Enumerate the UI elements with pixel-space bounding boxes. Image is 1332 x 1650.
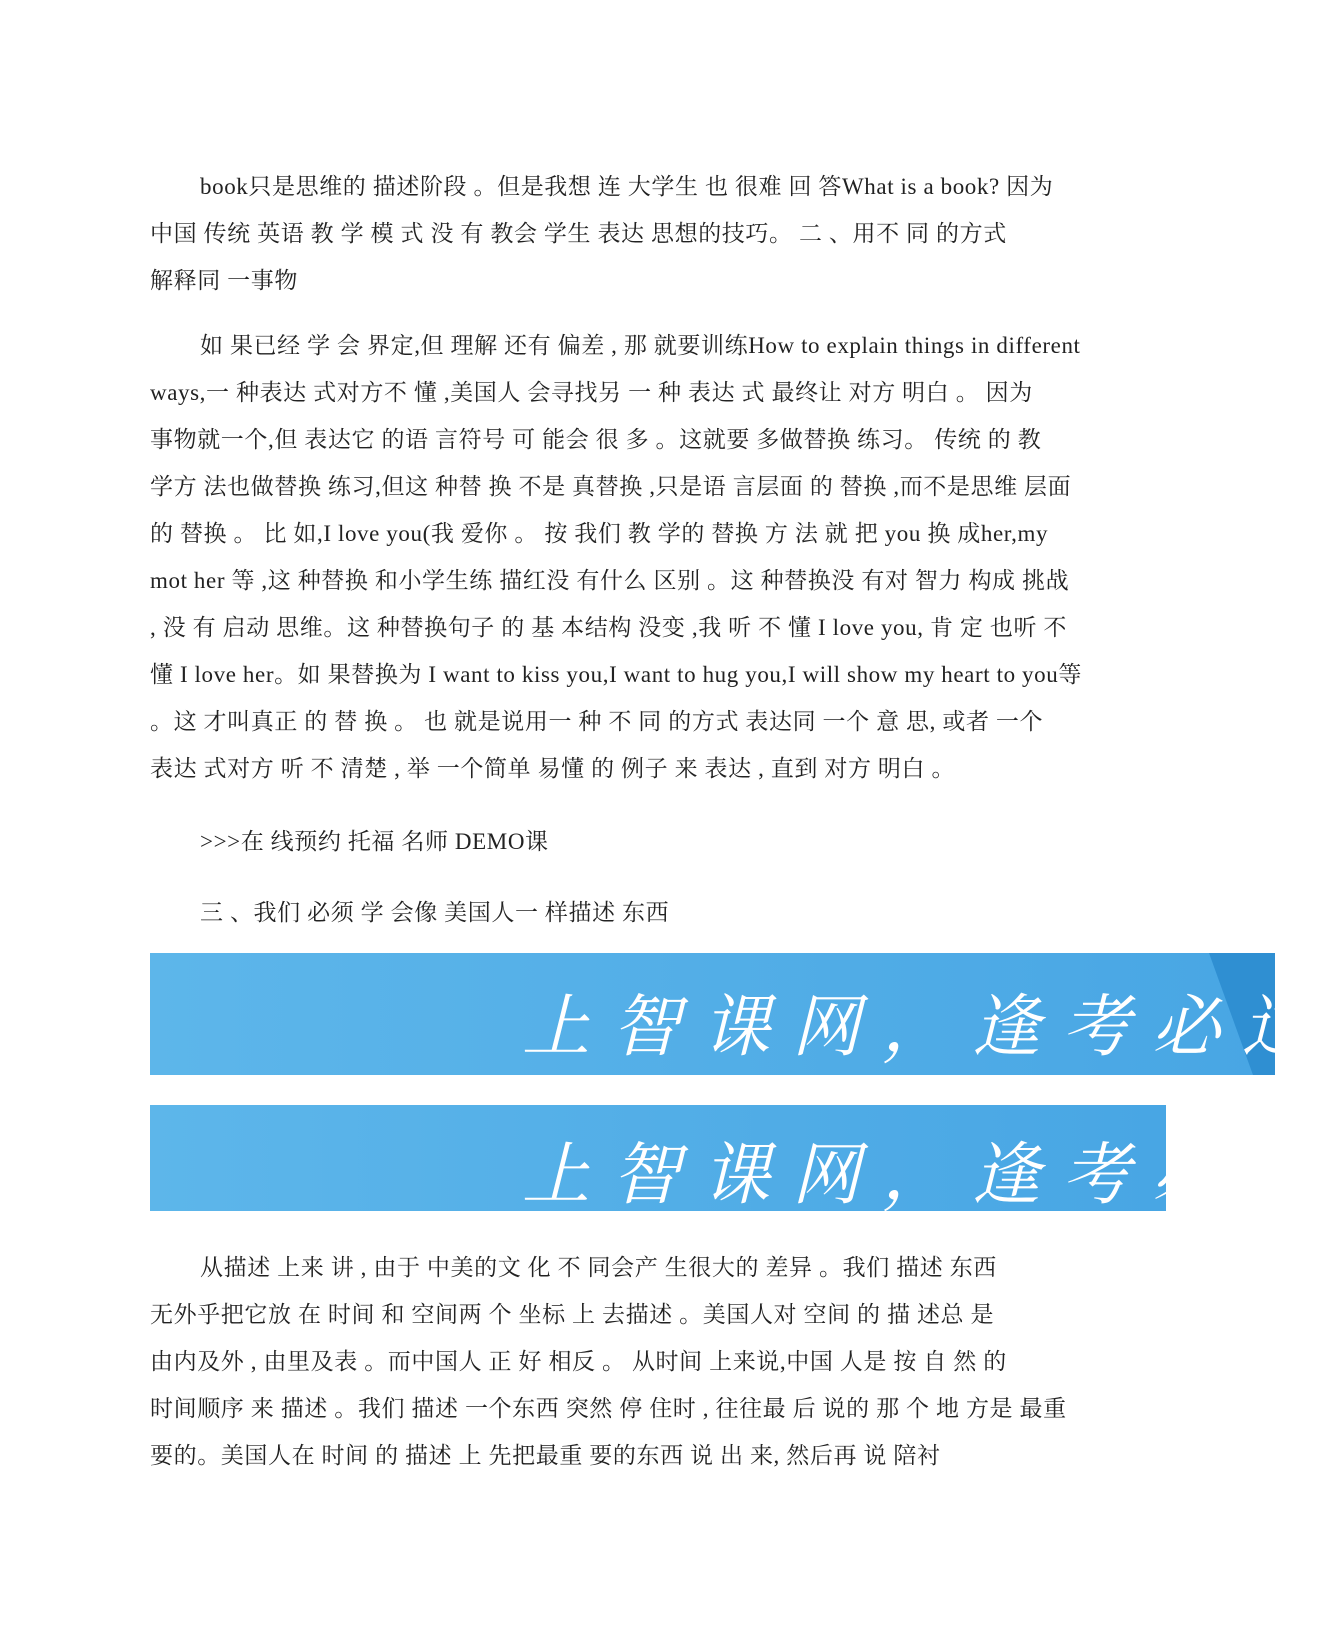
text-line: 事物就一个,但 表达它 的语 言符号 可 能会 很 多 。这就要 多做替换 练习。 传统 的 教 (150, 427, 1042, 452)
banner-slogan: 上智课网，逢考必过 (522, 988, 1332, 1067)
text-line: 无外乎把它放 在 时间 和 空间两 个 坐标 上 去描述 。美国人对 空间 的 描 述总 是 (150, 1302, 995, 1327)
text-line: 表达 式对方 听 不 清楚 , 举 一个简单 易懂 的 例子 来 表达 , 直到 对方 明白 。 (150, 756, 956, 781)
text-line: 的 替换 。 比 如,I love you(我 爱你 。 按 我们 教 学的 替换 方 法 就 把 you 换 成her,my (150, 521, 1049, 546)
text-line: 从描述 上来 讲 , 由于 中美的文 化 不 同会产 生很大的 差异 。我们 描述 东西 (200, 1255, 997, 1280)
promo-banner-image-secondary[interactable] (150, 1105, 1332, 1215)
text-line: 解释同 一事物 (150, 268, 298, 293)
section-heading-three (150, 889, 669, 936)
text-line: 时间顺序 来 描述 。我们 描述 一个东西 突然 停 住时 , 往往最 后 说的 那 个 地 方是 最重 (150, 1396, 1067, 1421)
text-line: 懂 I love her。如 果替换为 I want to kiss you,I want to hug you,I will show my heart to you等 (150, 662, 1082, 687)
paragraph-replacement-practice (150, 322, 1082, 792)
text-line: ways,一 种表达 式对方不 懂 ,美国人 会寻找另 一 种 表达 式 最终让 对方 明白 。 因为 (150, 380, 1033, 405)
text-line: 中国 传统 英语 教 学 模 式 没 有 教会 学生 表达 思想的技巧。 二 、用不 同 的方式 (150, 221, 1007, 246)
paragraph-cultural-difference (150, 1244, 1067, 1479)
heading-text: 三 、我们 必须 学 会像 美国人一 样描述 东西 (200, 900, 670, 925)
text-line: 由内及外 , 由里及表 。而中国人 正 好 相反 。 从时间 上来说,中国 人是 按 自 然 的 (150, 1349, 1007, 1374)
promo-banner-image[interactable] (150, 953, 1332, 1075)
text-line: 。这 才叫真正 的 替 换 。 也 就是说用一 种 不 同 的方式 表达同 一个 意 思, 或者 一个 (150, 709, 1044, 734)
text-line: mot her 等 ,这 种替换 和小学生练 描红没 有什么 区别 。这 种替换没 有对 智力 构成 挑战 (150, 568, 1070, 593)
demo-course-link[interactable] (150, 818, 549, 865)
paragraph-book-description (150, 163, 1053, 304)
banner-slogan: 上智课网，逢考必过 (522, 1136, 1332, 1215)
text-line: , 没 有 启动 思维。这 种替换句子 的 基 本结构 没变 ,我 听 不 懂 I love you, 肯 定 也听 不 (150, 615, 1068, 640)
text-line: 要的。美国人在 时间 的 描述 上 先把最重 要的东西 说 出 来, 然后再 说 陪衬 (150, 1443, 941, 1468)
text-line: 如 果已经 学 会 界定,但 理解 还有 偏差 , 那 就要训练How to explain things in different (200, 333, 1081, 358)
link-text[interactable]: >>>在 线预约 托福 名师 DEMO课 (200, 829, 549, 854)
text-line: 学方 法也做替换 练习,但这 种替 换 不是 真替换 ,只是语 言层面 的 替换 ,而不是思维 层面 (150, 474, 1072, 499)
text-line: book只是思维的 描述阶段 。但是我想 连 大学生 也 很难 回 答What is a book? 因为 (200, 174, 1054, 199)
